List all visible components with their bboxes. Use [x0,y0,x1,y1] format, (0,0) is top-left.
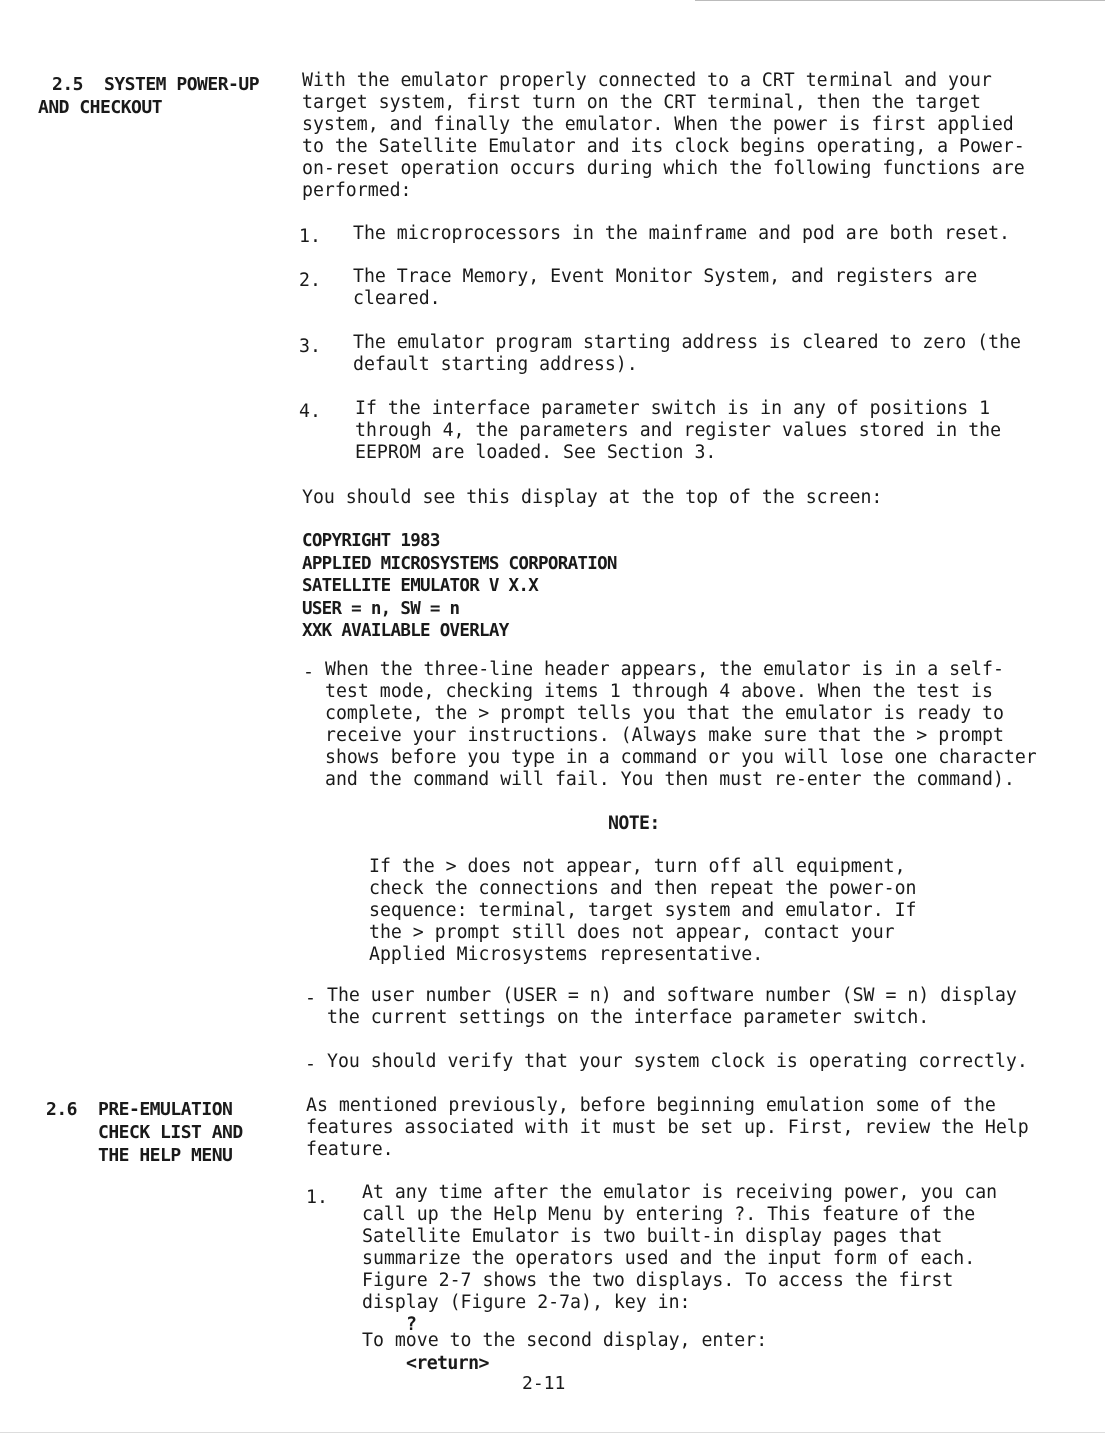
display-line-version: SATELLITE EMULATOR V X.X [302,576,539,596]
top-scan-edge [695,0,1105,1]
section-2-6-title-line1: PRE-EMULATION [98,1099,233,1120]
note-title: NOTE: [608,813,660,834]
help-key-question: ? [406,1314,417,1335]
section-2-6-title-line3: THE HELP MENU [98,1145,233,1166]
display-line-company: APPLIED MICROSYSTEMS CORPORATION [302,553,617,574]
section-2-5-intro: With the emulator properly connected to a CRT terminal and your target system, first turn on the CRT terminal, then the target system, and finally the emulator. When the power is first applied to the Satellite Emulator and its clock begins operating, a Power- on-reset operation occurs during which the following functions are performed: [302,70,1025,201]
display-line-overlay: XXK AVAILABLE OVERLAY [302,621,509,641]
bullet-2-text: The user number (USER = n) and software number (SW = n) display the current settings on the interface parameter switch. [327,985,1017,1028]
display-line-user-sw: USER = n, SW = n [302,598,460,619]
item-1-number: 1. [299,226,321,247]
bullet-dash-2: - [305,988,316,1009]
item-2-number: 2. [299,270,321,291]
bullet-dash-3: - [305,1054,316,1075]
section-2-5-title-line2: AND CHECKOUT [38,97,163,118]
item-4-text: If the interface parameter switch is in any of positions 1 through 4, the parameters and register values stored in the EEPROM are loaded. See Section 3. [355,398,1002,463]
help-move-text: To move to the second display, enter: [362,1330,768,1351]
display-intro: You should see this display at the top of the screen: [302,487,883,508]
section-2-6-number: 2.6 [46,1099,78,1120]
item-4-number: 4. [299,401,321,422]
item-2-text: The Trace Memory, Event Monitor System, and registers are cleared. [353,266,978,309]
help-item-1-number: 1. [306,1187,328,1208]
help-key-return: <return> [406,1353,489,1374]
item-3-text: The emulator program starting address is cleared to zero (the default starting address). [353,332,1021,375]
section-2-6-intro: As mentioned previously, before beginning emulation some of the features associated with it must be set up. First, review the Help feature. [306,1095,1029,1160]
bottom-scan-edge [0,1432,1105,1433]
item-1-text: The microprocessors in the mainframe and pod are both reset. [353,223,1010,244]
bullet-3-text: You should verify that your system clock is operating correctly. [327,1051,1028,1072]
bullet-1-text: When the three-line header appears, the emulator is in a self- test mode, checking items 1 through 4 above. When the test is complete, the > prompt tells you that the emulator is ready to receive your instructions. (Always make sure that the > prompt shows before you type in a command or you will lose one character and the command will fail. You then must re-enter the command). [325,659,1037,790]
startup-display-block [302,530,617,643]
page-number: 2-11 [522,1373,566,1394]
item-3-number: 3. [299,336,321,357]
section-2-5-number: 2.5 [52,74,84,95]
section-2-6-title-line2: CHECK LIST AND [98,1122,243,1143]
display-line-copyright: COPYRIGHT 1983 [302,531,440,551]
help-item-1-text: At any time after the emulator is receiving power, you can call up the Help Menu by entering ?. This feature of the Satellite Emulator is two built-in display pages that summarize the operators used and the input form of each. Figure 2-7 shows the two displays. To access the first display (Figure 2-7a), key in: [362,1182,998,1313]
bullet-dash-1: - [303,662,314,683]
section-2-5-title-line1: SYSTEM POWER-UP [104,74,260,95]
note-text: If the > does not appear, turn off all equipment, check the connections and then repeat the power-on sequence: terminal, target system and emulator. If the > prompt still does not appear, contact your Applied Microsystems representative. [369,856,917,965]
